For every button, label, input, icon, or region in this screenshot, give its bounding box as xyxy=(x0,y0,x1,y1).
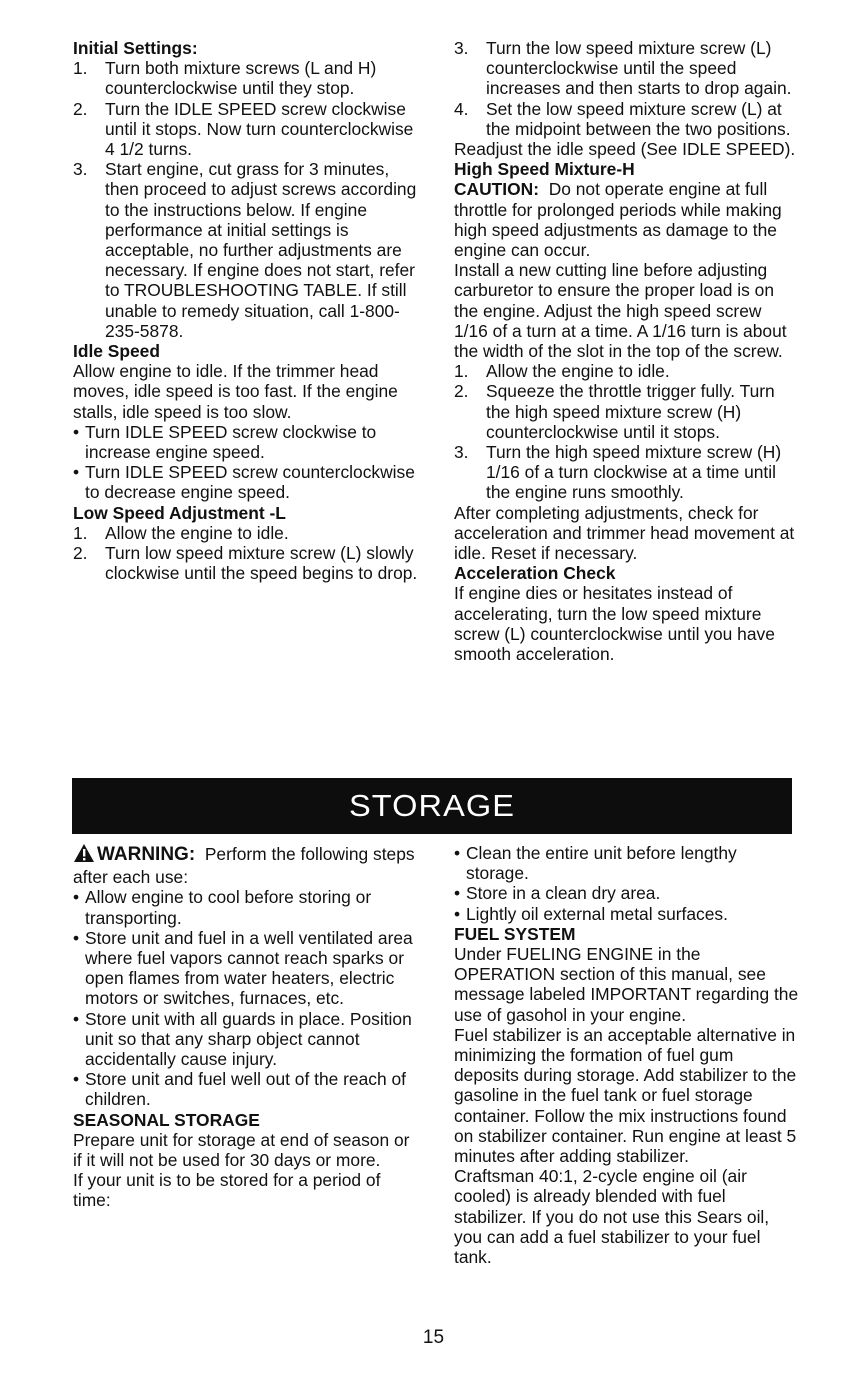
list-item xyxy=(454,442,799,503)
step-number: 3. xyxy=(454,442,469,463)
acceleration-check-text: If engine dies or hesitates instead of accelerating, turn the low speed mixture screw (L) counterclockwise until you have smooth acceleration. xyxy=(454,583,775,665)
list-item xyxy=(73,159,418,341)
step-number: 1. xyxy=(454,361,469,382)
list-item xyxy=(454,361,799,381)
initial-settings-heading: Initial Settings: xyxy=(73,38,198,58)
storage-bullets xyxy=(454,843,799,924)
seasonal-storage-text: Prepare unit for storage at end of season or if it will not be used for 30 days or more. xyxy=(73,1129,410,1171)
warning-triangle-icon xyxy=(73,843,95,867)
install-line-text: Install a new cutting line before adjusting carburetor to ensure the proper load is on the engine. Adjust the high speed screw 1/16 of a turn at a time. A 1/16 turn is about the width of the slot in the top of the screw. xyxy=(454,260,787,362)
step-number: 4. xyxy=(454,98,469,119)
caution-text: Do not operate engine at full throttle for prolonged periods while making high speed adjustments as damage to the engine can occur. xyxy=(454,179,782,261)
high-speed-heading: High Speed Mixture-H xyxy=(454,159,635,180)
high-speed-list xyxy=(454,361,799,502)
craftsman-oil-text: Craftsman 40:1, 2-cycle engine oil (air cooled) is already blended with fuel stabilizer. If you do not use this Sears oil, you can add a fuel stabilizer to your fuel tank. xyxy=(454,1166,770,1268)
warning-bullets xyxy=(73,887,418,1109)
storage-banner xyxy=(72,778,792,834)
list-item xyxy=(73,99,418,160)
list-item: • Turn IDLE SPEED screw clockwise to increase engine speed. xyxy=(73,422,418,462)
step-text: Squeeze the throttle trigger fully. Turn the high speed mixture screw (H) counterclockwise until it stops. xyxy=(486,381,775,442)
warning-paragraph xyxy=(73,843,418,887)
list-item xyxy=(454,38,799,99)
after-adjustments-text: After completing adjustments, check for acceleration and trimmer head movement at idle. Reset if necessary. xyxy=(454,502,795,564)
list-item xyxy=(454,381,799,442)
step-number: 1. xyxy=(73,522,88,543)
idle-speed-bullets xyxy=(73,422,418,503)
seasonal-storage-heading: SEASONAL STORAGE xyxy=(73,1109,260,1130)
step-text: Turn the IDLE SPEED screw clockwise until it stops. Now turn counterclockwise 4 1/2 turns. xyxy=(105,98,414,160)
idle-speed-heading: Idle Speed xyxy=(73,341,160,362)
readjust-idle-text: Readjust the idle speed (See IDLE SPEED). xyxy=(454,139,796,160)
column-3 xyxy=(73,843,418,1211)
low-speed-heading: Low Speed Adjustment -L xyxy=(73,502,286,523)
step-text: Turn low speed mixture screw (L) slowly clockwise until the speed begins to drop. xyxy=(105,543,418,584)
step-number: 2. xyxy=(73,98,88,119)
list-item: • Store unit and fuel well out of the reach of children. xyxy=(73,1069,418,1109)
warning-label: WARNING: xyxy=(97,844,196,865)
list-item: • Store in a clean dry area. xyxy=(454,883,799,903)
list-item xyxy=(454,99,799,139)
list-item: • Store unit and fuel in a well ventilated area where fuel vapors cannot reach sparks or open flames from water heaters, electric motors or switches, furnaces, etc. xyxy=(73,928,418,1009)
caution-label: CAUTION: xyxy=(454,179,540,200)
fuel-system-heading: FUEL SYSTEM xyxy=(454,923,576,944)
step-number: 3. xyxy=(73,159,88,180)
acceleration-check-heading: Acceleration Check xyxy=(454,563,616,584)
list-item: • Lightly oil external metal surfaces. xyxy=(454,904,799,924)
list-item: • Store unit with all guards in place. Position unit so that any sharp object cannot accidentally cause injury. xyxy=(73,1009,418,1070)
list-item xyxy=(73,58,418,98)
list-item xyxy=(73,523,418,543)
list-item: • Allow engine to cool before storing or transporting. xyxy=(73,887,418,927)
list-item xyxy=(73,543,418,583)
fuel-stabilizer-text: Fuel stabilizer is an acceptable alternative in minimizing the formation of fuel gum deposits during storage. Add stabilizer to the gasoline in the fuel tank or fuel storage container. Follow the mix instructions found on stabilizer container. Run engine at least 5 minutes after adding stabilizer. xyxy=(454,1024,797,1167)
step-text: Allow the engine to idle. xyxy=(105,522,289,543)
step-number: 2. xyxy=(73,543,88,564)
idle-speed-text: Allow engine to idle. If the trimmer head moves, idle speed is too fast. If the engine stalls, idle speed is too slow. xyxy=(73,361,398,422)
page-number: 15 xyxy=(422,1327,445,1348)
warning-text: Perform the following steps after each use: xyxy=(73,844,415,888)
step-number: 1. xyxy=(73,58,88,79)
list-item: • Turn IDLE SPEED screw counterclockwise to decrease engine speed. xyxy=(73,462,418,502)
step-text: Turn the low speed mixture screw (L) counterclockwise until the speed increases and then starts to drop again. xyxy=(486,38,792,99)
column-4 xyxy=(454,843,799,1267)
step-text: Turn both mixture screws (L and H) counterclockwise until they stop. xyxy=(105,58,377,99)
step-number: 3. xyxy=(454,38,469,58)
low-speed-list xyxy=(73,523,418,584)
step-number: 2. xyxy=(454,381,469,402)
column-1 xyxy=(73,38,418,583)
step-text: Start engine, cut grass for 3 minutes, then proceed to adjust screws according to the instructions below. If engine performance at initial settings is acceptable, no further adjustments are necessary. If engine does not start, refer to TROUBLESHOOTING TABLE. If still unable to remedy situation, call 1-800-235-5878. xyxy=(105,159,417,341)
initial-settings-list xyxy=(73,58,418,341)
step-text: Set the low speed mixture screw (L) at the midpoint between the two positions. xyxy=(486,98,791,139)
low-speed-list-continued xyxy=(454,38,799,139)
seasonal-storage-text-2: If your unit is to be stored for a period of time: xyxy=(73,1170,381,1211)
storage-banner-title: STORAGE xyxy=(349,788,515,823)
fuel-system-text: Under FUELING ENGINE in the OPERATION section of this manual, see message labeled IMPORTANT regarding the use of gasohol in your engine. xyxy=(454,944,799,1025)
step-text: Turn the high speed mixture screw (H) 1/16 of a turn clockwise at a time until the engine runs smoothly. xyxy=(486,442,782,503)
list-item: • Clean the entire unit before lengthy storage. xyxy=(454,843,799,883)
caution-paragraph xyxy=(454,179,799,260)
step-text: Allow the engine to idle. xyxy=(486,361,670,382)
column-2 xyxy=(454,38,799,664)
